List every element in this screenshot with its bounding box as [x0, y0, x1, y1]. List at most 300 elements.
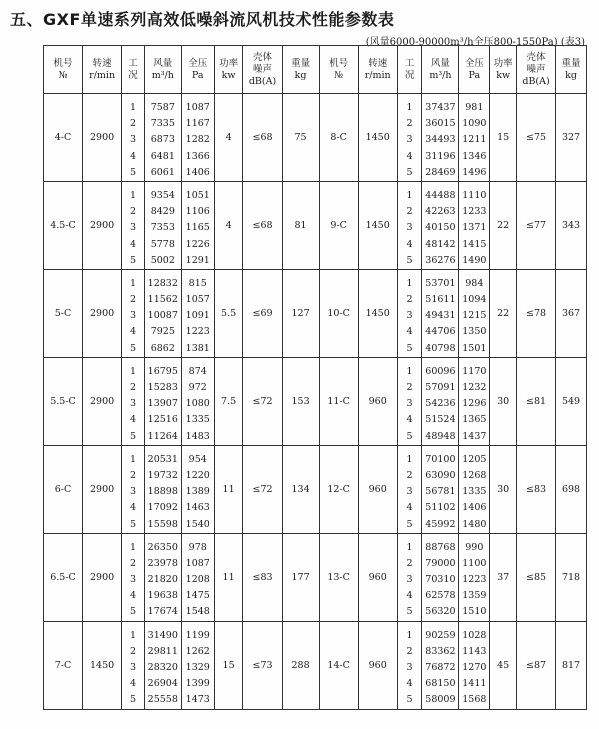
weight-cell: 134	[282, 445, 319, 533]
flow-list-value: 20531	[147, 453, 178, 465]
condition-list-value: 2	[406, 118, 413, 130]
speed-cell: 2900	[83, 445, 122, 533]
flow-list-value: 51524	[425, 414, 456, 426]
condition-list-value: 3	[129, 574, 136, 586]
flow-list	[144, 94, 181, 182]
condition-list-value: 4	[129, 678, 136, 690]
condition-list-value: 5	[129, 254, 136, 266]
pressure-list-value: 981	[465, 102, 484, 113]
flow-list-value: 37437	[425, 102, 456, 113]
flow-list	[422, 533, 459, 621]
flow-list-value: 21820	[147, 574, 178, 586]
pressure-list-value: 978	[188, 541, 207, 553]
flow-list-value: 90259	[425, 629, 456, 641]
pressure-list-value: 1329	[185, 662, 210, 673]
flow-list-value: 18898	[147, 486, 178, 498]
condition-list-value: 4	[129, 502, 136, 514]
condition-list-value: 2	[129, 118, 136, 130]
header-flow-left	[144, 46, 181, 94]
power-cell: 11	[214, 445, 243, 533]
speed-cell: 2900	[83, 94, 122, 182]
condition-list-value: 5	[129, 430, 136, 442]
condition-list-value: 1	[129, 365, 136, 377]
pressure-list	[459, 181, 490, 269]
noise-cell: ≤73	[243, 621, 282, 709]
condition-list-value: 5	[406, 166, 413, 178]
pressure-list	[459, 533, 490, 621]
pressure-list-value: 1110	[462, 189, 487, 201]
header-line: 重量	[291, 57, 311, 69]
condition-list-value: 3	[129, 662, 136, 673]
condition-list-value: 1	[406, 189, 413, 201]
pressure-list-value: 1346	[462, 150, 487, 162]
pressure-list-value: 1170	[462, 365, 487, 377]
noise-cell: ≤75	[517, 94, 556, 182]
weight-cell: 327	[556, 94, 587, 182]
condition-list-value: 5	[129, 518, 136, 530]
pressure-list-value: 1389	[185, 486, 210, 498]
pressure-list-value: 1291	[185, 254, 210, 266]
condition-list-value: 5	[129, 606, 136, 618]
condition-list-value: 5	[406, 694, 413, 706]
flow-list-value: 88768	[425, 541, 456, 553]
flow-list-value: 26904	[147, 678, 178, 690]
condition-list-value: 2	[406, 557, 413, 569]
condition-list	[397, 269, 422, 357]
condition-list-value: 2	[129, 294, 136, 306]
speed-cell: 960	[358, 533, 397, 621]
pressure-list-value: 1437	[462, 430, 487, 442]
flow-list-value: 8429	[150, 206, 175, 218]
condition-list-value: 3	[129, 398, 136, 410]
header-line: 噪声	[526, 63, 546, 75]
header-line: 功率	[219, 57, 239, 69]
flow-list-value: 11264	[147, 430, 178, 442]
power-cell: 37	[490, 533, 517, 621]
header-condition-right	[397, 46, 422, 94]
table-row	[44, 181, 587, 269]
condition-list-value: 5	[406, 606, 413, 618]
header-line: m³/h	[429, 69, 452, 81]
condition-list	[397, 445, 422, 533]
header-line: №	[334, 69, 344, 81]
condition-list-value: 3	[406, 662, 413, 673]
flow-list	[144, 533, 181, 621]
table-row	[44, 533, 587, 621]
pressure-list-value: 1371	[462, 222, 487, 234]
flow-list-value: 6061	[150, 166, 175, 178]
flow-list	[422, 94, 459, 182]
condition-list-value: 4	[406, 326, 413, 338]
pressure-list-value: 1501	[462, 342, 487, 354]
speed-cell: 1450	[358, 269, 397, 357]
pressure-list-value: 1051	[185, 189, 210, 201]
flow-list-value: 48948	[425, 430, 456, 442]
pressure-list-value: 1211	[462, 134, 487, 146]
noise-cell: ≤87	[517, 621, 556, 709]
model-cell: 6.5-C	[44, 533, 83, 621]
header-line: 噪声	[253, 63, 273, 75]
weight-cell: 549	[556, 357, 587, 445]
pressure-list	[459, 445, 490, 533]
pressure-list-value: 1090	[462, 118, 487, 130]
pressure-list-value: 1475	[185, 590, 210, 602]
pressure-list-value: 1233	[462, 206, 487, 218]
flow-list-value: 12832	[147, 277, 178, 289]
power-cell: 11	[214, 533, 243, 621]
condition-list-value: 1	[129, 629, 136, 641]
flow-list-value: 56320	[425, 606, 456, 618]
table-row	[44, 357, 587, 445]
flow-list-value: 19638	[147, 590, 178, 602]
flow-list	[144, 181, 181, 269]
header-line: 风量	[153, 57, 173, 69]
pressure-list	[181, 181, 214, 269]
table-row	[44, 445, 587, 533]
condition-list-value: 2	[129, 206, 136, 218]
header-line: 况	[404, 69, 415, 81]
condition-list-value: 1	[406, 629, 413, 641]
pressure-list-value: 1490	[462, 254, 487, 266]
flow-list	[144, 357, 181, 445]
condition-list-value: 5	[129, 342, 136, 354]
model-cell: 10-C	[319, 269, 358, 357]
flow-list-value: 7353	[150, 222, 175, 234]
flow-list-value: 70100	[425, 453, 456, 465]
header-line: dB(A)	[248, 75, 277, 87]
power-cell: 30	[490, 357, 517, 445]
pressure-list-value: 1167	[185, 118, 210, 130]
power-cell: 7.5	[214, 357, 243, 445]
flow-list-value: 6862	[150, 342, 175, 354]
speed-cell: 2900	[83, 181, 122, 269]
pressure-list-value: 1335	[462, 486, 487, 498]
condition-list-value: 4	[406, 414, 413, 426]
speed-cell: 960	[358, 445, 397, 533]
flow-list-value: 9354	[150, 189, 175, 201]
flow-list-value: 13907	[147, 398, 178, 410]
flow-list-value: 16795	[147, 365, 178, 377]
table-subtitle: (风量6000-90000m³/h全压800-1550Pa) (表3)	[365, 37, 585, 48]
header-power-left	[214, 46, 243, 94]
pressure-list-value: 1087	[185, 557, 210, 569]
condition-list-value: 1	[129, 453, 136, 465]
pressure-list-value: 1087	[185, 102, 210, 113]
header-line: kg	[294, 69, 307, 81]
flow-list-value: 7335	[150, 118, 175, 130]
condition-list	[397, 357, 422, 445]
pressure-list-value: 1223	[462, 574, 487, 586]
flow-list	[422, 269, 459, 357]
flow-list	[422, 357, 459, 445]
flow-list-value: 42263	[425, 206, 456, 218]
condition-list-value: 3	[406, 486, 413, 498]
weight-cell: 81	[282, 181, 319, 269]
flow-list-value: 10087	[147, 310, 178, 322]
pressure-list	[181, 94, 214, 182]
condition-list-value: 2	[406, 645, 413, 657]
condition-list-value: 2	[406, 469, 413, 481]
condition-list-value: 2	[129, 645, 136, 657]
noise-cell: ≤72	[243, 445, 282, 533]
flow-list-value: 6481	[150, 150, 175, 162]
speed-cell: 2900	[83, 533, 122, 621]
condition-list-value: 3	[406, 310, 413, 322]
header-noise-left	[243, 46, 282, 94]
table-row	[44, 269, 587, 357]
pressure-list-value: 984	[465, 277, 484, 289]
condition-list	[122, 94, 145, 182]
header-line: Pa	[191, 69, 204, 81]
pressure-list-value: 1262	[185, 645, 210, 657]
noise-cell: ≤68	[243, 94, 282, 182]
pressure-list-value: 1463	[185, 502, 210, 514]
pressure-list-value: 815	[188, 277, 207, 289]
noise-cell: ≤77	[517, 181, 556, 269]
pressure-list	[459, 621, 490, 709]
header-line: dB(A)	[522, 75, 550, 87]
pressure-list-value: 1480	[462, 518, 487, 530]
flow-list-value: 7925	[150, 326, 175, 338]
header-line: 转速	[92, 57, 112, 69]
condition-list	[122, 357, 145, 445]
header-line: Pa	[468, 69, 481, 81]
pressure-list-value: 1496	[462, 166, 487, 178]
header-model-right	[319, 46, 358, 94]
header-line: 全压	[188, 57, 208, 69]
pressure-list-value: 990	[465, 541, 484, 553]
flow-list-value: 57091	[425, 382, 456, 393]
pressure-list-value: 1232	[462, 382, 487, 393]
flow-list-value: 53701	[425, 277, 456, 289]
model-cell: 12-C	[319, 445, 358, 533]
pressure-list-value: 1080	[185, 398, 210, 410]
power-cell: 15	[490, 94, 517, 182]
condition-list-value: 1	[129, 541, 136, 553]
condition-list-value: 2	[406, 382, 413, 393]
model-cell: 5-C	[44, 269, 83, 357]
flow-list	[422, 445, 459, 533]
condition-list-value: 3	[406, 398, 413, 410]
speed-cell: 960	[358, 621, 397, 709]
flow-list-value: 49431	[425, 310, 456, 322]
header-speed-right	[358, 46, 397, 94]
flow-list-value: 44488	[425, 189, 456, 201]
pressure-list-value: 1359	[462, 590, 487, 602]
header-line: m³/h	[151, 69, 174, 81]
condition-list	[122, 181, 145, 269]
weight-cell: 75	[282, 94, 319, 182]
pressure-list-value: 1406	[185, 166, 210, 178]
pressure-list-value: 1199	[185, 629, 210, 641]
condition-list-value: 1	[406, 365, 413, 377]
condition-list-value: 5	[406, 342, 413, 354]
pressure-list-value: 1205	[462, 453, 487, 465]
flow-list-value: 26350	[147, 541, 178, 553]
pressure-list-value: 1057	[185, 294, 210, 306]
pressure-list-value: 1411	[462, 678, 487, 690]
pressure-list-value: 1335	[185, 414, 210, 426]
flow-list-value: 5002	[150, 254, 175, 266]
pressure-list-value: 1540	[185, 518, 210, 530]
pressure-list-value: 1165	[185, 222, 210, 234]
flow-list-value: 15283	[147, 382, 178, 393]
header-line: 壳体	[526, 51, 546, 63]
flow-list-value: 54236	[425, 398, 456, 410]
pressure-list-value: 1399	[185, 678, 210, 690]
weight-cell: 127	[282, 269, 319, 357]
header-line: №	[58, 69, 68, 81]
model-cell: 8-C	[319, 94, 358, 182]
speed-cell: 2900	[83, 269, 122, 357]
header-weight-right	[556, 46, 587, 94]
flow-list-value: 45992	[425, 518, 456, 530]
condition-list	[122, 445, 145, 533]
speed-cell: 1450	[358, 94, 397, 182]
power-cell: 5.5	[214, 269, 243, 357]
noise-cell: ≤69	[243, 269, 282, 357]
condition-list-value: 3	[129, 486, 136, 498]
flow-list-value: 70310	[425, 574, 456, 586]
pressure-list	[459, 269, 490, 357]
noise-cell: ≤72	[243, 357, 282, 445]
power-cell: 22	[490, 181, 517, 269]
pressure-list-value: 1510	[462, 606, 487, 618]
condition-list-value: 4	[129, 414, 136, 426]
condition-list-value: 5	[406, 430, 413, 442]
condition-list-value: 1	[406, 277, 413, 289]
flow-list-value: 28320	[147, 662, 178, 673]
header-line: kw	[496, 69, 511, 81]
model-cell: 9-C	[319, 181, 358, 269]
pressure-list-value: 1028	[462, 629, 487, 641]
pressure-list	[181, 269, 214, 357]
pressure-list	[181, 357, 214, 445]
condition-list-value: 1	[406, 453, 413, 465]
flow-list-value: 83362	[425, 645, 456, 657]
header-power-right	[490, 46, 517, 94]
speed-cell: 960	[358, 357, 397, 445]
condition-list-value: 1	[129, 102, 136, 113]
header-noise-right	[517, 46, 556, 94]
pressure-list-value: 1381	[185, 342, 210, 354]
condition-list-value: 2	[129, 382, 136, 393]
header-line: kg	[565, 69, 577, 81]
power-cell: 45	[490, 621, 517, 709]
pressure-list-value: 1568	[462, 694, 487, 706]
pressure-list	[459, 357, 490, 445]
header-line: kw	[221, 69, 236, 81]
pressure-list-value: 1473	[185, 694, 210, 706]
flow-list-value: 17092	[147, 502, 178, 514]
flow-list-value: 15598	[147, 518, 178, 530]
noise-cell: ≤78	[517, 269, 556, 357]
condition-list-value: 1	[129, 277, 136, 289]
weight-cell: 698	[556, 445, 587, 533]
pressure-list-value: 1220	[185, 469, 210, 481]
model-cell: 4-C	[44, 94, 83, 182]
flow-list-value: 63090	[425, 469, 456, 481]
weight-cell: 367	[556, 269, 587, 357]
condition-list-value: 5	[406, 518, 413, 530]
pressure-list-value: 874	[188, 365, 207, 377]
pressure-list-value: 1406	[462, 502, 487, 514]
condition-list-value: 2	[406, 294, 413, 306]
condition-list-value: 1	[406, 102, 413, 113]
weight-cell: 153	[282, 357, 319, 445]
flow-list-value: 31196	[425, 150, 456, 162]
header-line: 工	[404, 57, 415, 69]
model-cell: 11-C	[319, 357, 358, 445]
header-line: r/min	[89, 69, 116, 81]
header-model-left	[44, 46, 83, 94]
weight-cell: 817	[556, 621, 587, 709]
noise-cell: ≤83	[243, 533, 282, 621]
condition-list	[122, 533, 145, 621]
noise-cell: ≤83	[517, 445, 556, 533]
pressure-list-value: 1094	[462, 294, 487, 306]
flow-list-value: 7587	[150, 102, 175, 113]
pressure-list-value: 1270	[462, 662, 487, 673]
flow-list-value: 68150	[425, 678, 456, 690]
pressure-list-value: 1365	[462, 414, 487, 426]
header-row	[44, 46, 587, 94]
flow-list-value: 51611	[425, 294, 456, 306]
condition-list-value: 4	[129, 238, 136, 250]
flow-list	[144, 269, 181, 357]
header-line: 壳体	[253, 51, 273, 63]
pressure-list-value: 954	[188, 453, 207, 465]
pressure-list-value: 1366	[185, 150, 210, 162]
flow-list-value: 40150	[425, 222, 456, 234]
pressure-list	[459, 94, 490, 182]
condition-list-value: 3	[406, 574, 413, 586]
header-line: 功率	[493, 57, 513, 69]
power-cell: 4	[214, 94, 243, 182]
condition-list-value: 5	[129, 694, 136, 706]
model-cell: 13-C	[319, 533, 358, 621]
model-cell: 7-C	[44, 621, 83, 709]
weight-cell: 177	[282, 533, 319, 621]
condition-list-value: 4	[406, 502, 413, 514]
pressure-list-value: 1268	[462, 469, 487, 481]
header-line: 重量	[561, 57, 581, 69]
model-cell: 4.5-C	[44, 181, 83, 269]
power-cell: 4	[214, 181, 243, 269]
flow-list-value: 76872	[425, 662, 456, 673]
pressure-list	[181, 445, 214, 533]
pressure-list-value: 1215	[462, 310, 487, 322]
flow-list-value: 25558	[147, 694, 178, 706]
flow-list-value: 56781	[425, 486, 456, 498]
speed-cell: 1450	[358, 181, 397, 269]
condition-list-value: 1	[406, 541, 413, 553]
pressure-list-value: 1091	[185, 310, 210, 322]
flow-list	[422, 621, 459, 709]
pressure-list-value: 1143	[462, 645, 487, 657]
header-pressure-right	[459, 46, 490, 94]
pressure-list-value: 1282	[185, 134, 210, 146]
header-speed-left	[83, 46, 122, 94]
header-line: r/min	[364, 69, 391, 81]
condition-list-value: 4	[129, 326, 136, 338]
header-condition-left	[122, 46, 145, 94]
condition-list	[397, 533, 422, 621]
flow-list-value: 19732	[147, 469, 178, 481]
condition-list	[122, 269, 145, 357]
condition-list-value: 5	[129, 166, 136, 178]
pressure-list-value: 1208	[185, 574, 210, 586]
